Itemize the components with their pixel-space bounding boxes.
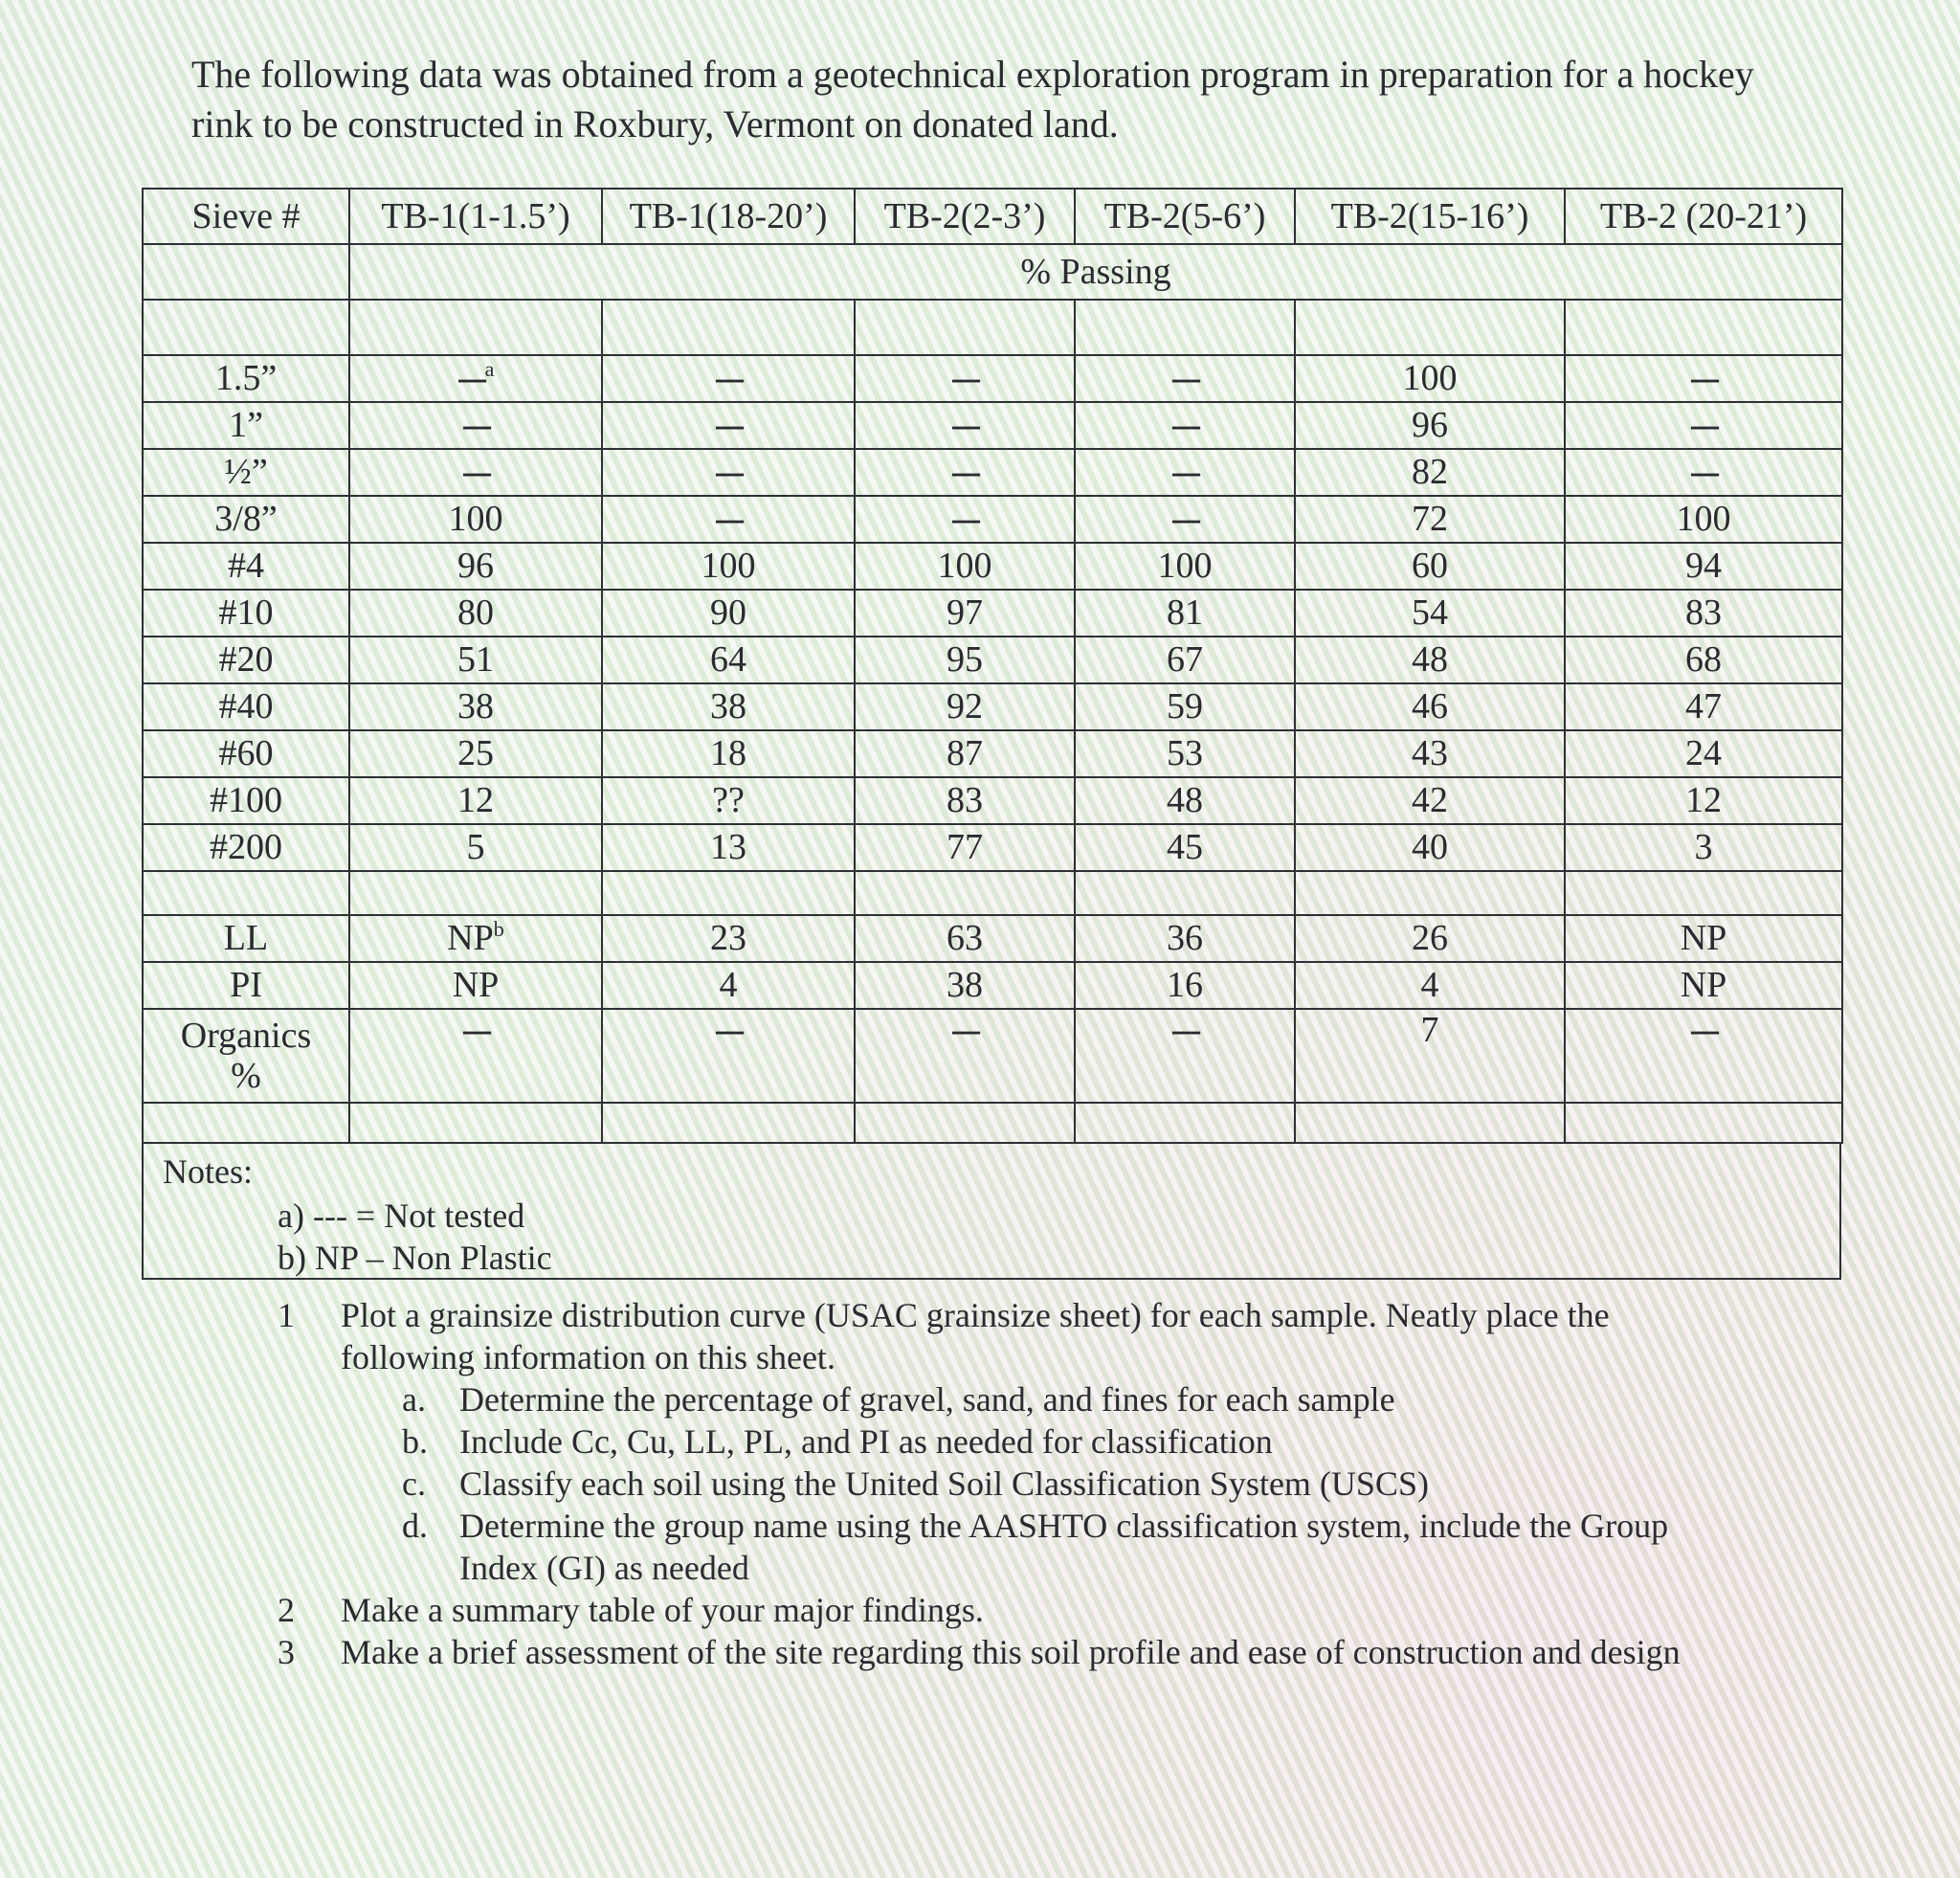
- blank-cell: [349, 871, 602, 915]
- blank-cell: [602, 300, 855, 355]
- percent-passing-cell: 80: [349, 590, 602, 637]
- percent-passing-cell: 72: [1295, 496, 1565, 543]
- organics-label-line1: Organics: [180, 1016, 312, 1056]
- pi-value: 4: [602, 962, 855, 1009]
- percent-passing-cell: 67: [1075, 637, 1295, 683]
- sieve-size: #60: [143, 730, 349, 777]
- percent-passing-header: % Passing: [349, 244, 1842, 300]
- percent-passing-cell: 12: [1565, 777, 1842, 824]
- subitem-letter: b.: [402, 1422, 428, 1461]
- percent-passing-cell: 59: [1075, 683, 1295, 730]
- spacer-row: [143, 1103, 1842, 1143]
- task-item: [278, 1294, 1751, 1378]
- sieve-row: [143, 730, 1842, 777]
- percent-passing-cell: 64: [602, 637, 855, 683]
- percent-passing-cell: ---: [349, 402, 602, 449]
- intro-paragraph: The following data was obtained from a geotechnical exploration program in preparation for a hockey rink to be constructed in Roxbury, Vermont on donated land.: [191, 53, 1754, 145]
- percent-passing-cell: ---: [602, 496, 855, 543]
- task-item: [278, 1589, 1751, 1631]
- pi-value: NP: [349, 962, 602, 1009]
- blank-cell: [349, 1103, 602, 1143]
- percent-passing-cell: 77: [855, 824, 1075, 871]
- blank-cell: [1565, 1103, 1842, 1143]
- organics-value: ---: [349, 1009, 602, 1103]
- percent-passing-cell: 13: [602, 824, 855, 871]
- percent-passing-cell: 100: [349, 496, 602, 543]
- percent-passing-cell: 81: [1075, 590, 1295, 637]
- percent-passing-cell: 25: [349, 730, 602, 777]
- percent-passing-cell: ---: [855, 449, 1075, 496]
- ll-value-text: NP: [447, 918, 494, 958]
- pi-value: NP: [1565, 962, 1842, 1009]
- blank-cell: [1565, 300, 1842, 355]
- organics-value: 7: [1295, 1009, 1565, 1103]
- percent-passing-cell: 82: [1295, 449, 1565, 496]
- organics-value: ---: [1075, 1009, 1295, 1103]
- sieve-size: #40: [143, 683, 349, 730]
- sieve-row: [143, 637, 1842, 683]
- spacer-row: [143, 300, 1842, 355]
- ll-value: 63: [855, 915, 1075, 962]
- percent-passing-cell: 100: [855, 543, 1075, 590]
- percent-passing-cell: ??: [602, 777, 855, 824]
- percent-passing-text: ---: [457, 358, 485, 398]
- task-number: 3: [278, 1633, 295, 1671]
- spacer-row: [143, 871, 1842, 915]
- sample-header: TB-2(5-6’): [1075, 189, 1295, 244]
- subitem-text: Classify each soil using the United Soil Classification System (USCS): [459, 1464, 1429, 1503]
- blank-cell: [1295, 300, 1565, 355]
- percent-passing-cell: 43: [1295, 730, 1565, 777]
- task-number: 1: [278, 1296, 295, 1334]
- task-subitem: [402, 1505, 1751, 1589]
- pi-value: 16: [1075, 962, 1295, 1009]
- sieve-size: #200: [143, 824, 349, 871]
- task-number: 2: [278, 1591, 295, 1629]
- sieve-size: #4: [143, 543, 349, 590]
- percent-passing-cell: ---: [349, 449, 602, 496]
- blank-cell: [1075, 871, 1295, 915]
- percent-passing-cell: 12: [349, 777, 602, 824]
- sieve-table-container: [142, 188, 1841, 1280]
- percent-passing-cell: 3: [1565, 824, 1842, 871]
- ll-row: [143, 915, 1842, 962]
- percent-passing-cell: ---: [855, 355, 1075, 402]
- percent-passing-cell: 5: [349, 824, 602, 871]
- ll-value: NP: [1565, 915, 1842, 962]
- sample-header: TB-2(15-16’): [1295, 189, 1565, 244]
- percent-passing-cell: 38: [349, 683, 602, 730]
- percent-passing-cell: 92: [855, 683, 1075, 730]
- ll-value: 26: [1295, 915, 1565, 962]
- sieve-size: #20: [143, 637, 349, 683]
- subitem-text: Determine the group name using the AASHTO classification system, include the Group Index (GI) as needed: [459, 1507, 1669, 1587]
- passing-header-row: [143, 244, 1842, 300]
- pi-value: 38: [855, 962, 1075, 1009]
- sieve-size: ½”: [143, 449, 349, 496]
- blank-cell: [349, 300, 602, 355]
- percent-passing-cell: 100: [1565, 496, 1842, 543]
- blank-cell: [143, 300, 349, 355]
- blank-cell: [1075, 1103, 1295, 1143]
- percent-passing-cell: 100: [1295, 355, 1565, 402]
- sieve-row: [143, 683, 1842, 730]
- sample-header: TB-1(1-1.5’): [349, 189, 602, 244]
- pi-row: [143, 962, 1842, 1009]
- blank-cell: [855, 300, 1075, 355]
- blank-cell: [602, 1103, 855, 1143]
- blank-cell: [143, 244, 349, 300]
- sieve-rows: [143, 355, 1842, 871]
- percent-passing-cell: 94: [1565, 543, 1842, 590]
- percent-passing-cell: 97: [855, 590, 1075, 637]
- percent-passing-cell: 38: [602, 683, 855, 730]
- subitem-text: Determine the percentage of gravel, sand, and fines for each sample: [459, 1380, 1395, 1419]
- task-text: Plot a grainsize distribution curve (USAC grainsize sheet) for each sample. Neatly place the following information on this sheet.: [341, 1296, 1610, 1376]
- task-text: Make a summary table of your major findings.: [341, 1591, 984, 1629]
- note-a: a) --- = Not tested: [278, 1196, 525, 1235]
- organics-row: [143, 1009, 1842, 1103]
- task-text: Make a brief assessment of the site regarding this soil profile and ease of construction and design: [341, 1633, 1681, 1671]
- organics-value: ---: [855, 1009, 1075, 1103]
- percent-passing-cell: 60: [1295, 543, 1565, 590]
- percent-passing-cell: 40: [1295, 824, 1565, 871]
- sieve-size: #10: [143, 590, 349, 637]
- organics-value: ---: [602, 1009, 855, 1103]
- sample-header: TB-2(2-3’): [855, 189, 1075, 244]
- sieve-size: 1”: [143, 402, 349, 449]
- subitem-letter: d.: [402, 1507, 428, 1545]
- sieve-row: [143, 496, 1842, 543]
- sieve-row: [143, 449, 1842, 496]
- sieve-row: [143, 355, 1842, 402]
- percent-passing-cell: 54: [1295, 590, 1565, 637]
- percent-passing-cell: 48: [1295, 637, 1565, 683]
- sieve-row: [143, 824, 1842, 871]
- organics-label: [143, 1009, 349, 1103]
- subitem-text: Include Cc, Cu, LL, PL, and PI as needed for classification: [459, 1422, 1273, 1461]
- percent-passing-cell: 90: [602, 590, 855, 637]
- sieve-size: #100: [143, 777, 349, 824]
- blank-cell: [855, 1103, 1075, 1143]
- sample-header: TB-2 (20-21’): [1565, 189, 1842, 244]
- percent-passing-cell: 96: [1295, 402, 1565, 449]
- percent-passing-cell: 42: [1295, 777, 1565, 824]
- percent-passing-cell: 46: [1295, 683, 1565, 730]
- organics-label-line2: %: [231, 1056, 261, 1096]
- blank-cell: [1295, 871, 1565, 915]
- task-list: [278, 1294, 1751, 1673]
- percent-passing-cell: 95: [855, 637, 1075, 683]
- footnote-a-marker: a: [484, 357, 495, 381]
- table-header-row: [143, 189, 1842, 244]
- pi-label: PI: [143, 962, 349, 1009]
- task-subitem: [402, 1420, 1751, 1463]
- percent-passing-cell: 100: [602, 543, 855, 590]
- percent-passing-cell: 51: [349, 637, 602, 683]
- pi-value: 4: [1295, 962, 1565, 1009]
- percent-passing-cell: 53: [1075, 730, 1295, 777]
- blank-cell: [143, 1103, 349, 1143]
- blank-cell: [602, 871, 855, 915]
- percent-passing-cell: ---: [1565, 402, 1842, 449]
- note-b: b) NP – Non Plastic: [278, 1239, 552, 1277]
- ll-label: LL: [143, 915, 349, 962]
- percent-passing-cell: 100: [1075, 543, 1295, 590]
- task-item: [278, 1631, 1751, 1673]
- blank-cell: [1565, 871, 1842, 915]
- ll-value: 36: [1075, 915, 1295, 962]
- subitem-letter: c.: [402, 1464, 426, 1503]
- sieve-row: [143, 777, 1842, 824]
- sieve-row: [143, 543, 1842, 590]
- blank-cell: [1295, 1103, 1565, 1143]
- percent-passing-cell: 24: [1565, 730, 1842, 777]
- task-subitem: [402, 1463, 1751, 1505]
- subitem-letter: a.: [402, 1380, 426, 1419]
- percent-passing-cell: [349, 355, 602, 402]
- percent-passing-cell: ---: [602, 449, 855, 496]
- ll-value: [349, 915, 602, 962]
- percent-passing-cell: 68: [1565, 637, 1842, 683]
- ll-value: 23: [602, 915, 855, 962]
- percent-passing-cell: ---: [602, 402, 855, 449]
- task-subitem: [402, 1378, 1751, 1420]
- percent-passing-cell: 87: [855, 730, 1075, 777]
- percent-passing-cell: ---: [855, 402, 1075, 449]
- percent-passing-cell: ---: [1075, 496, 1295, 543]
- percent-passing-cell: ---: [1075, 355, 1295, 402]
- percent-passing-cell: 83: [1565, 590, 1842, 637]
- percent-passing-cell: ---: [1075, 402, 1295, 449]
- percent-passing-cell: 48: [1075, 777, 1295, 824]
- percent-passing-cell: 45: [1075, 824, 1295, 871]
- percent-passing-cell: 18: [602, 730, 855, 777]
- sieve-size: 3/8”: [143, 496, 349, 543]
- percent-passing-cell: ---: [855, 496, 1075, 543]
- percent-passing-cell: ---: [1075, 449, 1295, 496]
- sample-header: TB-1(18-20’): [602, 189, 855, 244]
- notes-box: [142, 1144, 1841, 1280]
- percent-passing-cell: 47: [1565, 683, 1842, 730]
- blank-cell: [1075, 300, 1295, 355]
- footnote-b-marker: b: [493, 917, 504, 941]
- notes-title: Notes:: [163, 1152, 253, 1191]
- percent-passing-cell: 96: [349, 543, 602, 590]
- blank-cell: [143, 871, 349, 915]
- sieve-header: Sieve #: [143, 189, 349, 244]
- percent-passing-cell: ---: [1565, 449, 1842, 496]
- sieve-analysis-table: [142, 188, 1843, 1144]
- percent-passing-cell: ---: [602, 355, 855, 402]
- percent-passing-cell: ---: [1565, 355, 1842, 402]
- sieve-size: 1.5”: [143, 355, 349, 402]
- sieve-row: [143, 402, 1842, 449]
- organics-value: ---: [1565, 1009, 1842, 1103]
- sieve-row: [143, 590, 1842, 637]
- percent-passing-cell: 83: [855, 777, 1075, 824]
- blank-cell: [855, 871, 1075, 915]
